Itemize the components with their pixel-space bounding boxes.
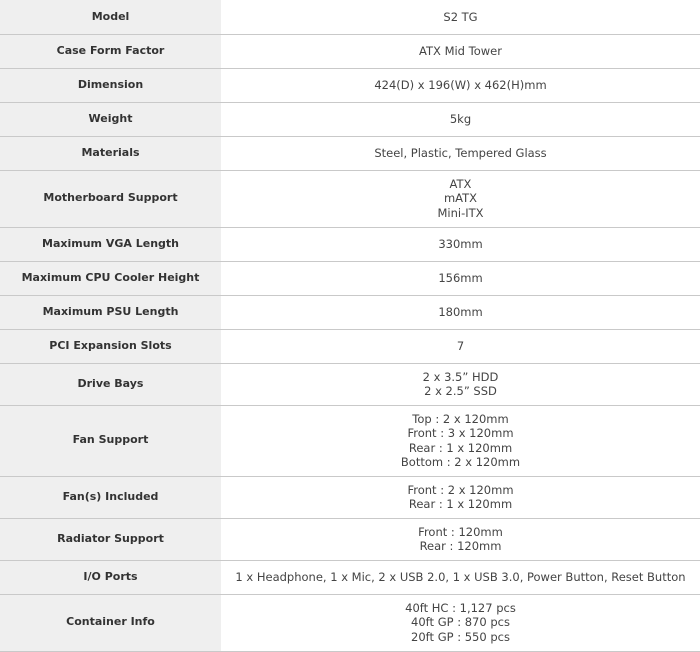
spec-value: [221, 136, 700, 170]
spec-row: [0, 295, 700, 329]
spec-label: Weight: [0, 102, 221, 136]
spec-row: [0, 363, 700, 405]
spec-value-line: 2 x 3.5” HDD: [422, 369, 499, 384]
spec-value: [221, 68, 700, 102]
spec-value-line: 156mm: [438, 270, 483, 285]
spec-value-line: Steel, Plastic, Tempered Glass: [374, 145, 547, 160]
spec-value: [221, 261, 700, 295]
spec-value-line: 1 x Headphone, 1 x Mic, 2 x USB 2.0, 1 x USB 3.0, Power Button, Reset Button: [235, 569, 686, 584]
spec-value-line: S2 TG: [443, 9, 478, 24]
spec-label: Dimension: [0, 68, 221, 102]
spec-value: [221, 102, 700, 136]
spec-row: [0, 34, 700, 68]
spec-row: [0, 227, 700, 261]
spec-row: [0, 518, 700, 560]
spec-label: PCI Expansion Slots: [0, 329, 221, 363]
spec-label: Radiator Support: [0, 518, 221, 560]
spec-value: [221, 405, 700, 476]
spec-label: Materials: [0, 136, 221, 170]
spec-label: Motherboard Support: [0, 170, 221, 227]
spec-value: [221, 295, 700, 329]
spec-row: [0, 329, 700, 363]
spec-value: [221, 227, 700, 261]
spec-label: Model: [0, 0, 221, 34]
spec-label: Maximum VGA Length: [0, 227, 221, 261]
spec-row: [0, 102, 700, 136]
spec-value-line: 40ft HC : 1,127 pcs: [405, 601, 516, 616]
spec-value-line: Rear : 120mm: [419, 539, 502, 553]
spec-value-line: 40ft GP : 870 pcs: [411, 615, 510, 630]
spec-value-line: 5kg: [449, 111, 472, 126]
spec-value-line: Front : 2 x 120mm: [407, 482, 514, 497]
spec-label: Drive Bays: [0, 363, 221, 405]
spec-value-line: 424(D) x 196(W) x 462(H)mm: [374, 77, 547, 92]
spec-value: [221, 476, 700, 518]
spec-value: [221, 34, 700, 68]
spec-value-line: Rear : 1 x 120mm: [408, 440, 513, 455]
spec-value: [221, 560, 700, 594]
spec-value: [221, 170, 700, 227]
spec-row: [0, 136, 700, 170]
spec-label: Maximum PSU Length: [0, 295, 221, 329]
spec-value-line: 7: [456, 338, 465, 353]
spec-label: Fan(s) Included: [0, 476, 221, 518]
spec-label: I/O Ports: [0, 560, 221, 594]
spec-row: [0, 405, 700, 476]
spec-value-line: 20ft GP : 550 pcs: [411, 629, 510, 644]
spec-row: [0, 170, 700, 227]
spec-label: Container Info: [0, 594, 221, 651]
spec-row: [0, 560, 700, 594]
spec-value-line: Top : 2 x 120mm: [412, 412, 509, 427]
spec-label: Case Form Factor: [0, 34, 221, 68]
spec-label: Fan Support: [0, 405, 221, 476]
spec-value: [221, 0, 700, 34]
spec-row: [0, 261, 700, 295]
spec-value-line: ATX Mid Tower: [419, 43, 502, 58]
spec-value: [221, 363, 700, 405]
spec-value-line: 2 x 2.5” SSD: [424, 384, 497, 398]
spec-label: Maximum CPU Cooler Height: [0, 261, 221, 295]
spec-value-line: Front : 120mm: [418, 524, 503, 539]
spec-value-line: Front : 3 x 120mm: [407, 426, 514, 441]
spec-value-line: Bottom : 2 x 120mm: [400, 454, 521, 469]
spec-row: [0, 68, 700, 102]
spec-value-line: ATX: [449, 177, 472, 192]
spec-value: [221, 518, 700, 560]
spec-value: [221, 594, 700, 651]
spec-value-line: mATX: [443, 191, 478, 206]
spec-value-line: 180mm: [438, 304, 483, 319]
spec-value-line: Rear : 1 x 120mm: [408, 497, 513, 511]
spec-row: [0, 0, 700, 34]
spec-row: [0, 476, 700, 518]
spec-value-line: 330mm: [438, 236, 483, 251]
spec-row: [0, 594, 700, 651]
spec-value-line: Mini-ITX: [437, 205, 484, 220]
spec-value: [221, 329, 700, 363]
